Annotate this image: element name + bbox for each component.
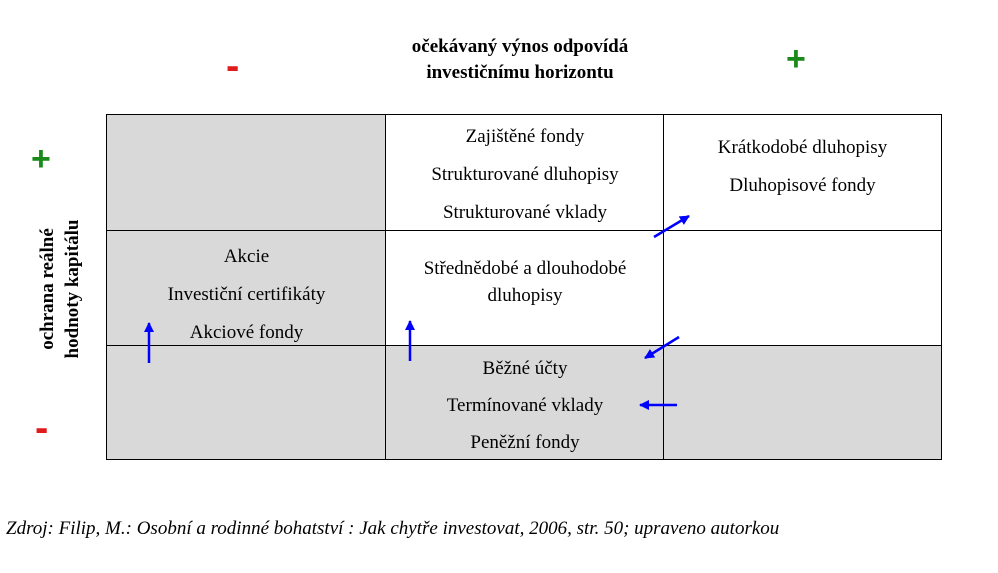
cell-item: dluhopisy — [487, 284, 563, 306]
cell-item: Akciové fondy — [189, 322, 304, 343]
horizontal-axis-title-line1: očekávaný výnos odpovídá — [411, 36, 629, 57]
cell-item: Střednědobé a dlouhodobé — [423, 257, 627, 279]
cell-item: Investiční certifikáty — [167, 284, 326, 305]
vertical-axis-title-line1: ochrana reálné — [37, 228, 58, 350]
horizontal-axis-title-line2: investičnímu horizontu — [426, 62, 614, 83]
cell-item: Krátkodobé dluhopisy — [717, 137, 888, 158]
cell-item: Termínované vklady — [446, 395, 604, 416]
cell-item: Strukturované vklady — [442, 202, 608, 223]
vertical-plus-sign: + — [31, 140, 51, 178]
horizontal-minus-sign: - — [226, 44, 240, 88]
cell-item: Dluhopisové fondy — [729, 175, 876, 196]
vertical-axis-title-line2: hodnoty kapitálu — [62, 219, 83, 359]
cell-item: Akcie — [223, 246, 270, 267]
cell-item: Běžné účty — [482, 358, 568, 379]
source-citation: Zdroj: Filip, M.: Osobní a rodinné bohatství : Jak chytře investovat, 2006, str. 50; upraveno autorkou — [6, 518, 780, 539]
cell-item: Zajištěné fondy — [465, 126, 585, 147]
cell-item: Peněžní fondy — [470, 432, 580, 453]
cell-item: Strukturované dluhopisy — [431, 164, 619, 185]
arrow-down-left-icon — [645, 337, 679, 358]
horizontal-plus-sign: + — [786, 40, 806, 78]
arrow-up-right-icon — [654, 216, 689, 237]
vertical-minus-sign: - — [35, 406, 49, 450]
